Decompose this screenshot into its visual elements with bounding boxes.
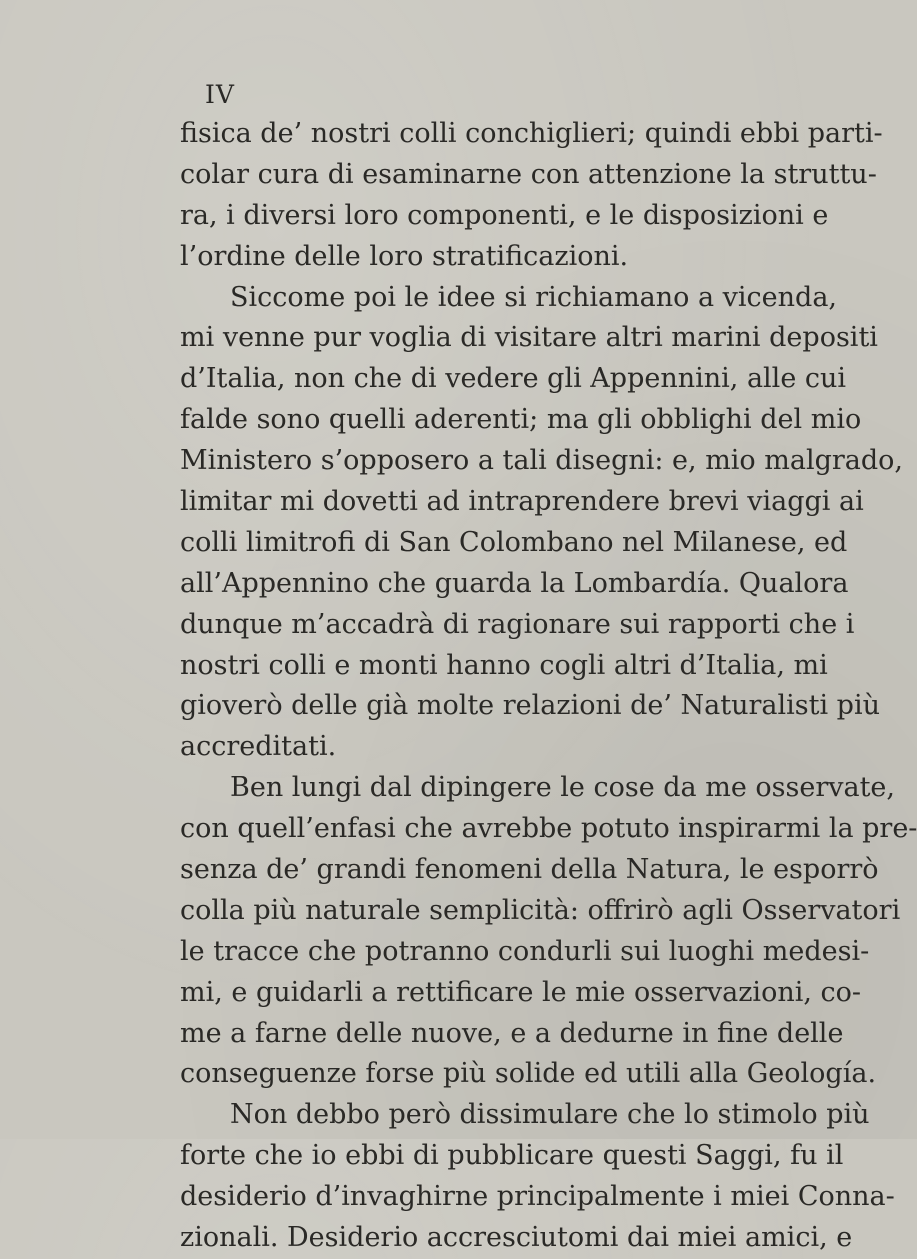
- text-line: accreditati.: [180, 731, 337, 763]
- text-line: me a farne delle nuove, e a dedurne in fine delle: [180, 1017, 844, 1049]
- text-line: all’Appennino che guarda la Lombardía. Qualora: [180, 567, 849, 599]
- text-line: dunque m’accadrà di ragionare sui rapporti che i: [180, 608, 855, 640]
- text-line: falde sono quelli aderenti; ma gli obblighi del mio: [180, 404, 862, 436]
- text-line: zionali. Desiderio accresciutomi dai miei amici, e: [180, 1222, 853, 1254]
- text-line: desiderio d’invaghirne principalmente i miei Conna-: [180, 1181, 895, 1213]
- text-line: mi venne pur voglia di visitare altri marini depositi: [180, 322, 878, 354]
- paragraph-start-line: Siccome poi le idee si richiamano a vicenda,: [230, 281, 838, 313]
- text-line: nostri colli e monti hanno cogli altri d’Italia, mi: [180, 649, 828, 681]
- text-line: fisica de’ nostri colli conchiglieri; quindi ebbi parti-: [180, 118, 883, 149]
- text-line: con quell’enfasi che avrebbe potuto inspirarmi la pre-: [180, 813, 917, 845]
- text-line: ra, i diversi loro componenti, e le disposizioni e: [180, 199, 829, 231]
- text-line: Ministero s’opposero a tali disegni: e, mio malgrado,: [180, 445, 904, 477]
- text-line: forte che io ebbi di pubblicare questi Saggi, fu il: [180, 1140, 844, 1172]
- text-line: limitar mi dovetti ad intraprendere brevi viaggi ai: [180, 486, 864, 518]
- page-number: IV: [205, 80, 235, 109]
- text-line: l’ordine delle loro stratificazioni.: [180, 240, 629, 272]
- text-line: conseguenze forse più solide ed utili alla Geología.: [180, 1058, 877, 1090]
- text-line: d’Italia, non che di vedere gli Appennini, alle cui: [180, 363, 847, 395]
- paragraph-start-line: Ben lungi dal dipingere le cose da me osservate,: [230, 772, 895, 804]
- body-text: [180, 114, 917, 1259]
- paragraph-start-line: Non debbo però dissimulare che lo stimolo più: [230, 1099, 870, 1131]
- text-line: colla più naturale semplicità: offrirò agli Osservatori: [180, 894, 901, 926]
- text-line: colli limitrofi di San Colombano nel Milanese, ed: [180, 526, 848, 558]
- text-line: gioverò delle già molte relazioni de’ Naturalisti più: [180, 690, 880, 722]
- text-line: le tracce che potranno condurli sui luoghi medesi-: [180, 935, 870, 967]
- text-line: senza de’ grandi fenomeni della Natura, le esporrò: [180, 854, 879, 886]
- text-line: mi, e guidarli a rettificare le mie osservazioni, co-: [180, 976, 862, 1008]
- text-line: colar cura di esaminarne con attenzione la struttu-: [180, 158, 877, 190]
